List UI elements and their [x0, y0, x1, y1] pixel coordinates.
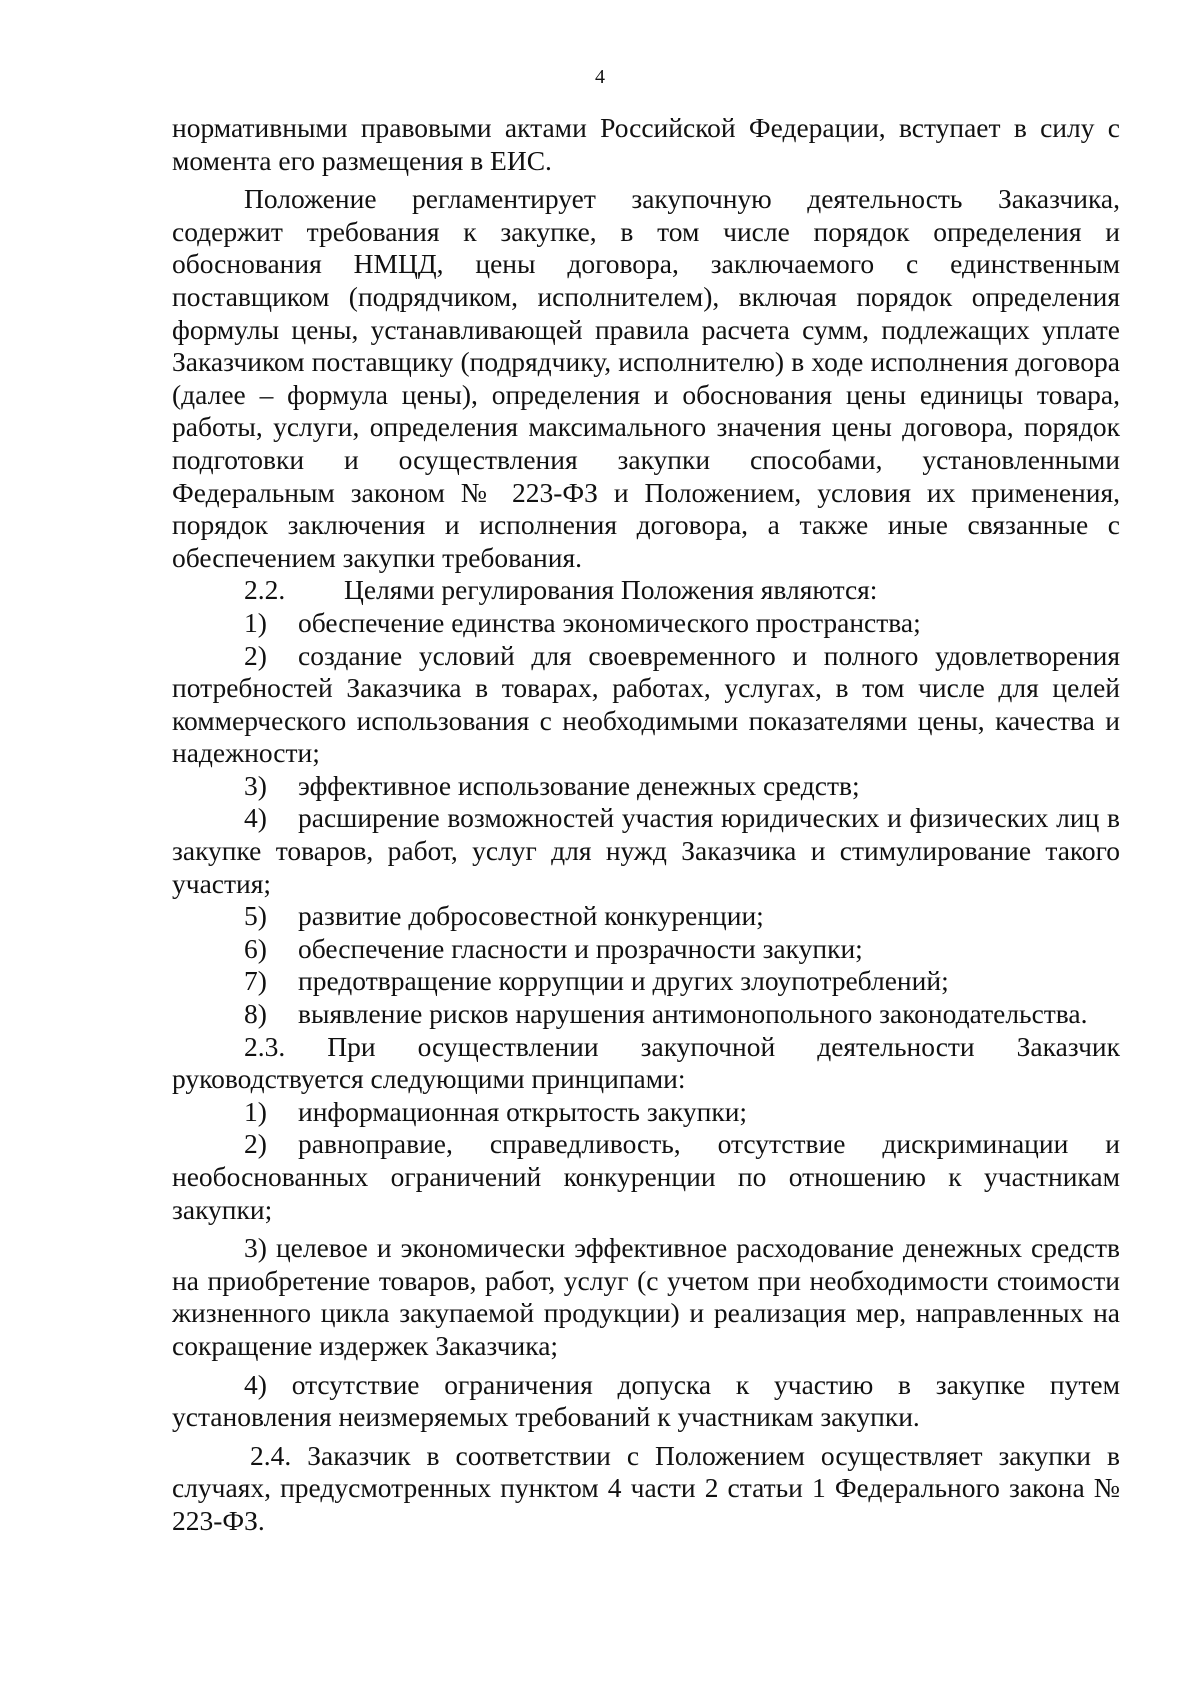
principle-item	[172, 1096, 1120, 1129]
section-number: 2.2.	[244, 574, 286, 606]
item-number: 2)	[244, 639, 267, 671]
section-2-4: 2.4. Заказчик в соответствии с Положением осуществляет закупки в случаях, предусмотренных пунктом 4 части 2 статьи 1 Федерального закона № 223-ФЗ.	[172, 1439, 1120, 1536]
item-text: отсутствие ограничения допуска к участию в закупке путем установления неизмеряемых требований к участникам закупки.	[172, 1368, 1120, 1433]
principle-item	[172, 1128, 1120, 1226]
item-text: равноправие, справедливость, отсутствие дискриминации и необоснованных ограничений конкуренции по отношению к участникам закупки;	[172, 1128, 1120, 1225]
item-number: 1)	[244, 606, 267, 638]
goal-item	[172, 933, 1120, 966]
item-text: информационная открытость закупки;	[298, 1095, 748, 1127]
item-number: 4)	[244, 802, 267, 834]
item-number: 7)	[244, 965, 267, 997]
section-2-2-heading	[172, 574, 1120, 607]
paragraph-regulation-scope: Положение регламентирует закупочную деятельность Заказчика, содержит требования к закупке, в том числе порядок определения и обоснования НМЦД, цены договора, заключаемого с единственным поставщиком (подрядчиком, исполнителем), включая порядок определения формулы цены, устанавливающей правила расчета сумм, подлежащих уплате Заказчиком поставщику (подрядчику, исполнителю) в ходе исполнения договора (далее – формула цены), определения и обоснования цены единицы товара, работы, услуги, определения максимального значения цены договора, порядок подготовки и осуществления закупки способами, установленными Федеральным законом № 223-ФЗ и Положением, условия их применения, порядок заключения и исполнения договора, а также иные связанные с обеспечением закупки требования.	[172, 183, 1120, 573]
goal-item	[172, 640, 1120, 770]
item-number: 5)	[244, 900, 267, 932]
goal-item	[172, 998, 1120, 1031]
goal-item	[172, 965, 1120, 998]
item-number: 6)	[244, 932, 267, 964]
goal-item	[172, 900, 1120, 933]
item-text: предотвращение коррупции и других злоупотреблений;	[298, 965, 949, 997]
item-number: 4)	[244, 1368, 267, 1400]
principle-item	[172, 1369, 1120, 1434]
item-text: обеспечение гласности и прозрачности закупки;	[298, 932, 863, 964]
document-body	[172, 112, 1120, 1538]
paragraph-continuation: нормативными правовыми актами Российской Федерации, вступает в силу с момента его размещения в ЕИС.	[172, 112, 1120, 176]
item-number: 8)	[244, 998, 267, 1030]
page-number: 4	[595, 66, 605, 88]
goal-item	[172, 770, 1120, 803]
item-text: обеспечение единства экономического пространства;	[298, 606, 921, 638]
section-text: Целями регулирования Положения являются:	[344, 574, 878, 606]
section-2-3: 2.3. При осуществлении закупочной деятельности Заказчик руководствуется следующими принципами:	[172, 1030, 1120, 1095]
item-text: создание условий для своевременного и полного удовлетворения потребностей Заказчика в товарах, работах, услугах, в том числе для целей коммерческого использования с необходимыми показателями цены, качества и надежности;	[172, 639, 1120, 769]
item-text: расширение возможностей участия юридических и физических лиц в закупке товаров, работ, услуг для нужд Заказчика и стимулирование такого участия;	[172, 802, 1120, 899]
item-text: развитие добросовестной конкуренции;	[298, 900, 764, 932]
item-number: 1)	[244, 1095, 267, 1127]
item-text: эффективное использование денежных средств;	[298, 769, 860, 801]
goal-item	[172, 802, 1120, 900]
item-number: 3)	[244, 769, 267, 801]
item-text: выявление рисков нарушения антимонопольного законодательства.	[298, 998, 1088, 1030]
principle-item	[172, 1232, 1120, 1362]
item-number: 3)	[244, 1232, 267, 1264]
item-text: целевое и экономически эффективное расходование денежных средств на приобретение товаров, работ, услуг (с учетом при необходимости стоимости жизненного цикла закупаемой продукции) и реализация мер, направленных на сокращение издержек Заказчика;	[172, 1232, 1120, 1361]
goal-item	[172, 607, 1120, 640]
item-number: 2)	[244, 1128, 267, 1160]
